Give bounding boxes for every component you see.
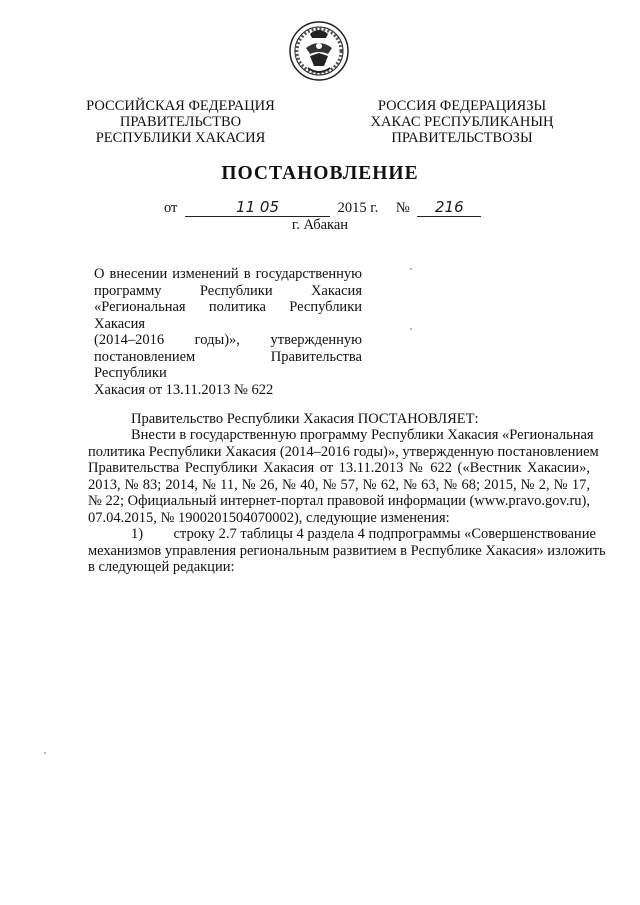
body-line: Внести в государственную программу Республики Хакасия «Региональная xyxy=(131,427,594,443)
subject-line: (2014–2016 годы)», утвержденную xyxy=(94,332,362,348)
date-number-line xyxy=(164,198,481,217)
issuer-line: ХАКАС РЕСПУБЛИКАНЫҢ xyxy=(370,114,554,130)
body-line: механизмов управления региональным развитием в Республике Хакасия» изложить xyxy=(88,542,606,559)
body-text xyxy=(88,427,606,576)
issuer-line: РЕСПУБЛИКИ ХАКАСИЯ xyxy=(95,130,266,146)
scan-speck xyxy=(44,752,46,754)
list-item-number: 1) xyxy=(131,526,144,542)
subject-line: программу Республики Хакасия xyxy=(94,282,362,299)
body-line: 2013, № 83; 2014, № 11, № 26, № 40, № 57, № 62, № 63, № 68; 2015, № 2, № 17, xyxy=(88,476,590,493)
decree-statement xyxy=(88,411,590,428)
issuer-line: РОССИЯ ФЕДЕРАЦИЯЗЫ xyxy=(377,98,547,114)
issuer-line: РОССИЙСКАЯ ФЕДЕРАЦИЯ xyxy=(86,98,275,114)
subject-line: О внесении изменений в государственную xyxy=(94,266,362,282)
subject-line: Хакасия от 13.11.2013 № 622 xyxy=(94,381,274,398)
date-prefix: от xyxy=(164,200,178,216)
city-label: г. Абакан xyxy=(291,217,349,233)
issuer-line: ПРАВИТЕЛЬСТВОЗЫ xyxy=(391,130,533,146)
handwritten-number: 216 xyxy=(417,198,481,217)
decree-text: Правительство Республики Хакасия ПОСТАНОВЛЯЕТ: xyxy=(131,411,479,427)
issuer-header-russian xyxy=(68,98,293,146)
body-line: политика Республики Хакасия (2014–2016 годы)», утвержденную постановлением xyxy=(88,443,599,460)
issuer-header-khakas xyxy=(338,98,586,146)
body-line: № 22; Официальный интернет-портал правовой информации (www.pravo.gov.ru), xyxy=(88,493,590,509)
issuer-line: ПРАВИТЕЛЬСТВО xyxy=(119,114,242,130)
number-label: № xyxy=(395,200,410,216)
subject-line: постановлением Правительства Республики xyxy=(94,348,362,381)
scan-speck xyxy=(410,268,412,270)
body-line: 07.04.2015, № 1900201504070002), следующие изменения: xyxy=(88,509,450,526)
document-title: ПОСТАНОВЛЕНИЕ xyxy=(221,163,419,184)
khakassia-coat-of-arms-icon xyxy=(288,20,350,82)
body-line: в следующей редакции: xyxy=(88,559,235,575)
list-item-text: строку 2.7 таблицы 4 раздела 4 подпрограммы «Совершенствование xyxy=(173,526,596,542)
scan-speck xyxy=(410,328,412,330)
list-item-line xyxy=(88,526,596,543)
subject-line: «Региональная политика Республики Хакасия xyxy=(94,299,362,332)
document-subject xyxy=(94,266,362,398)
body-line: Правительства Республики Хакасия от 13.11.2013 № 622 («Вестник Хакасии», xyxy=(88,460,590,476)
year-label: 2015 г. xyxy=(337,200,379,216)
handwritten-date: 11 05 xyxy=(185,198,330,217)
